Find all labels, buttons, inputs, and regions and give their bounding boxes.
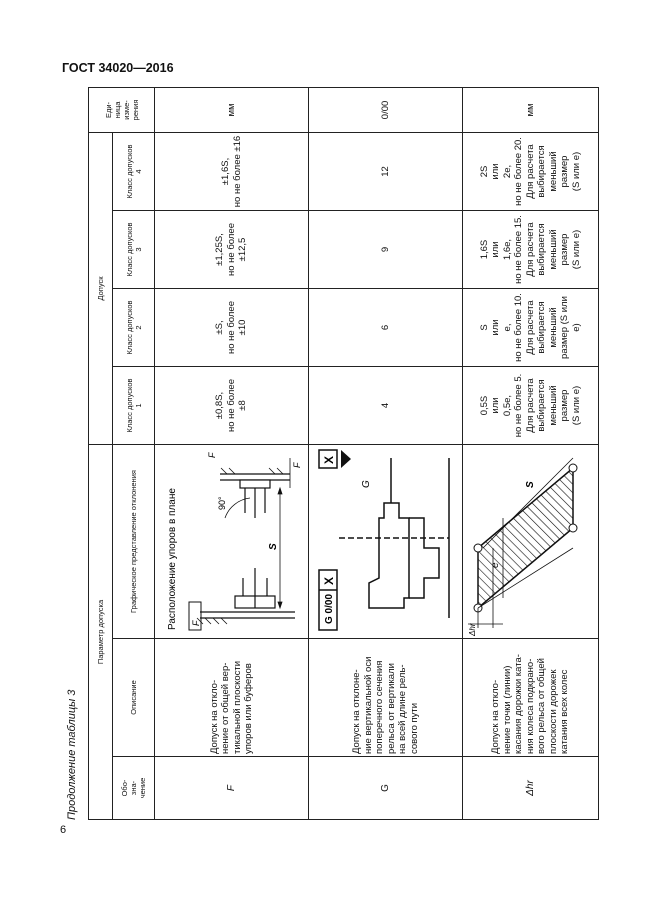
frame-symbol: F [191,620,201,626]
table-header-row-1 [89,87,113,819]
label-e: e [490,562,501,568]
header-class-4: Класс допусков 4 [113,132,155,210]
label-g: G [361,480,372,488]
document-header: ГОСТ 34020—2016 [62,61,174,75]
table-row [463,87,599,819]
row-f-class-4: ±1,6S, но не более ±16 [155,132,309,210]
rail-profile-diagram [309,445,459,639]
row-f-units: мм [155,87,309,132]
header-description: Описание [113,639,155,757]
row-dh-class-3: 1,6S или 1,6e, но не более 15. Для расчета выбирается меньший размер (S или e) [463,211,599,289]
row-f-description: Допуск на откло- нение от общей вер- тикальной плоскости упоров или буферов [155,639,309,757]
row-g-class-1: 4 [309,367,463,445]
row-f-graphic [155,445,309,639]
row-g-units: 0/00 [309,87,463,132]
frame-datum-1: X [322,576,336,585]
wheel-contact-diagram [463,445,595,639]
header-class-1: Класс допусков 1 [113,367,155,445]
table-header-row-2 [113,87,155,819]
table-row [309,87,463,819]
label-f1: F [292,462,302,468]
row-f-class-1: ±0,8S, но не более ±8 [155,367,309,445]
table-row [155,87,309,819]
row-f-class-3: ±1,25S, но не более ±12,5 [155,211,309,289]
row-f-class-2: ±S, но не более ±10 [155,289,309,367]
row-dh-class-1: 0,5S или 0,5e, но не более 5. Для расчета выбирается меньший размер (S или e) [463,367,599,445]
row-g-graphic [309,445,463,639]
tolerance-table [88,87,599,820]
rotated-table-area [66,88,592,820]
row-g-class-2: 6 [309,289,463,367]
row-g-class-4: 12 [309,132,463,210]
stop-layout-diagram [155,445,305,639]
label-dh: Δhr [468,623,477,636]
row-g-symbol: G [309,757,463,820]
header-group-param: Параметр допуска [89,445,113,820]
row-dh-graphic [463,445,599,639]
header-graphic: Графическое представление отклонения [113,445,155,639]
page-number: 6 [60,824,67,836]
hatched-area [478,468,573,608]
table-caption: Продолжение таблицы 3 [66,689,78,820]
header-symbol: Обо- зна- чение [113,757,155,820]
header-group-tolerance: Допуск [89,132,113,444]
frame-value: G 0/00 [324,593,335,624]
row-f-symbol: F [155,757,309,820]
label-s2: S [525,481,536,488]
label-angle: 90° [217,496,227,510]
row-dh-class-2: S или e, но не более 10. Для расчета выбирается меньший размер (S или e) [463,289,599,367]
frame-datum-2: X [322,455,336,464]
row-g-description: Допуск на отклоне- ние вертикальной оси поперечного сечения рельса от вертикали на всей длине рель- сового пути [309,639,463,757]
row-dh-description: Допуск на откло- нение точки (линии) касания дорожки ката- ния колеса подкрано- вого рельса от общей плоскости дорожек катания всех колес [463,639,599,757]
row-dh-class-4: 2S или 2e, но не более 20. Для расчета выбирается меньший размер (S или e) [463,132,599,210]
header-class-2: Класс допусков 2 [113,289,155,367]
row-dh-symbol: Δhr [463,757,599,820]
row-g-class-3: 9 [309,211,463,289]
label-s: S [268,543,279,550]
header-class-3: Класс допусков 3 [113,211,155,289]
diagram-title: Расположение упоров в плане [167,488,178,630]
header-units: Еди- ница изме- рения [89,87,155,132]
row-dh-units: мм [463,87,599,132]
label-f2: F [207,452,217,458]
